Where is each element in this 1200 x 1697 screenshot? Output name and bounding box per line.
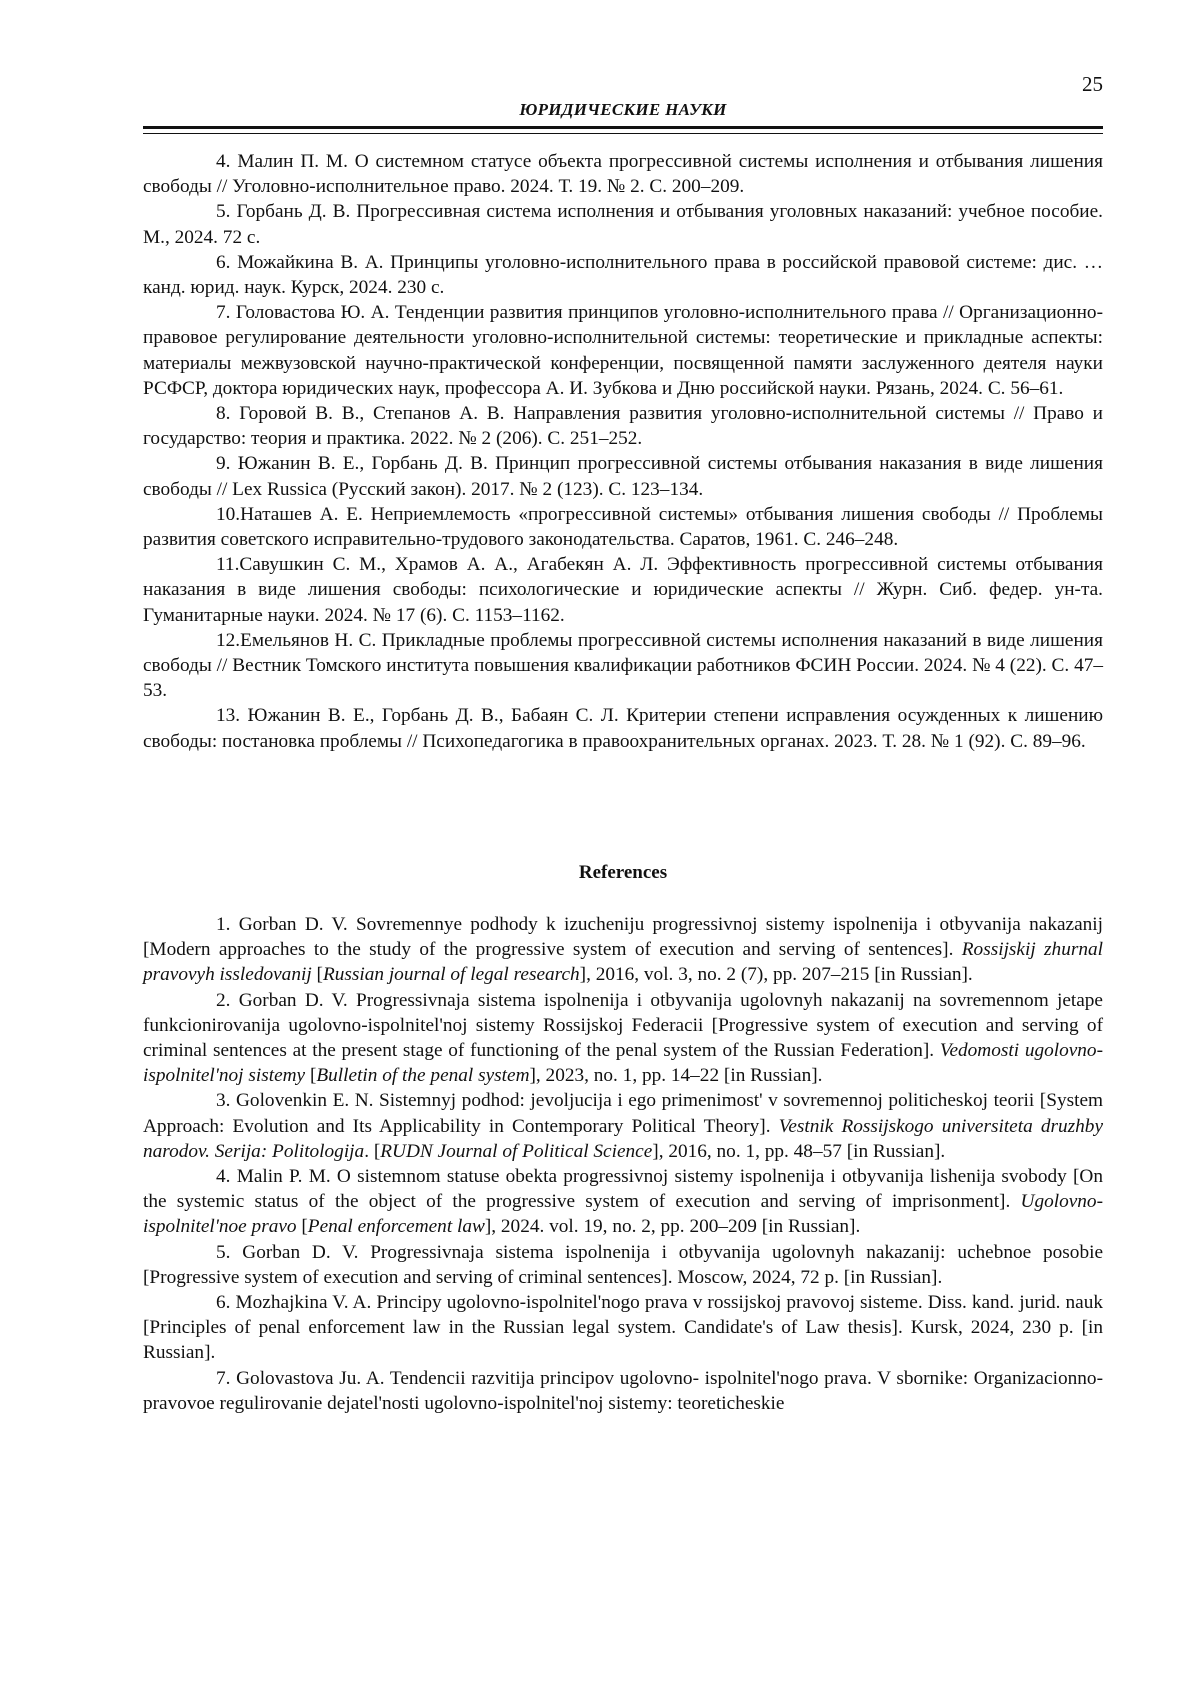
reference-item: 13. Южанин В. Е., Горбань Д. В., Бабаян С. Л. Критерии степени исправления осужденных к лишению свободы: постановка проблемы // Психопедагогика в правоохранительных органах. 2023. Т. 28. № 1 (92). С. 89–96. (143, 703, 1103, 753)
reference-item: 11.Савушкин С. М., Храмов А. А., Агабекян А. Л. Эффективность прогрессивной системы отбывания наказания в виде лишения свободы: психологические и юридические аспекты // Журн. Сиб. федер. ун-та. Гуманитарные науки. 2024. № 17 (6). С. 1153–1162. (143, 552, 1103, 628)
reference-item: 9. Южанин В. Е., Горбань Д. В. Принцип прогрессивной системы отбывания наказания в виде лишения свободы // Lex Russica (Русский закон). 2017. № 2 (123). С. 123–134. (143, 451, 1103, 501)
reference-item: 3. Golovenkin E. N. Sistemnyj podhod: jevoljucija i ego primenimost' v sovremennoj politich­eskoj teorii [System Approach: Evolution and Its Applicability in Contemporary Political Theory]. Vestnik Rossijskogo universiteta druzhby narodov. Serija: Politologija. [RUDN Journal of Political Science], 2016, no. 1, pp. 48–57 [in Russian]. (143, 1088, 1103, 1164)
reference-item: 7. Головастова Ю. А. Тенденции развития принципов уголовно-исполнительного права // Организационно-правовое регулирование деятельности уголовно-исполнительной системы: теоре­тические и прикладные аспекты: материалы межвузовской научно-практической конференции, посвященной памяти заслуженного деятеля науки РСФСР, доктора юридических наук, профессора А. И. Зубкова и Дню российской науки. Рязань, 2024. С. 56–61. (143, 300, 1103, 401)
reference-item: 5. Горбань Д. В. Прогрессивная система исполнения и отбывания уголовных наказаний: учебное пособие. М., 2024. 72 с. (143, 199, 1103, 249)
references-heading: References (143, 862, 1103, 884)
header-rule-thin (143, 133, 1103, 134)
page-number: 25 (1063, 72, 1103, 97)
journal-section-header: ЮРИДИЧЕСКИЕ НАУКИ (143, 100, 1103, 120)
reference-item: 6. Можайкина В. А. Принципы уголовно-исполнительного права в российской правовой системе: дис. … канд. юрид. наук. Курск, 2024. 230 с. (143, 250, 1103, 300)
reference-item: 5. Gorban D. V. Progressivnaja sistema ispolnenija i otbyvanija ugolovnyh nakazanij: uchebnoe posobie [Progressive system of execution and serving of criminal sentences]. Moscow, 2024, 72 p. [in Russian]. (143, 1240, 1103, 1290)
reference-item: 12.Емельянов Н. С. Прикладные проблемы прогрессивной системы исполнения наказаний в виде лишения свободы // Вестник Томского института повышения квалификации работников ФСИН России. 2024. № 4 (22). С. 47–53. (143, 628, 1103, 704)
reference-item: 10.Наташев А. Е. Неприемлемость «прогрессивной системы» отбывания лишения свободы // Проблемы развития советского исправительно-трудового законодательства. Саратов, 1961. С. 246–248. (143, 502, 1103, 552)
reference-item: 2. Gorban D. V. Progressivnaja sistema ispolnenija i otbyvanija ugolovnyh nakazanij na sov­remennom jetape funkcionirovanija ugolovno-ispolnitel'noj sistemy Rossijskoj Federacii [Progressive system of execution and serving of criminal sentences at the present stage of functioning of the penal sys­tem of the Russian Federation]. Vedomosti ugolovno-ispolnitel'noj sistemy [Bulletin of the penal system], 2023, no. 1, pp. 14–22 [in Russian]. (143, 988, 1103, 1089)
reference-item: 8. Горовой В. В., Степанов А. В. Направления развития уголовно-исполнительной системы // Право и государство: теория и практика. 2022. № 2 (206). С. 251–252. (143, 401, 1103, 451)
references-list-english (143, 912, 1103, 1416)
reference-item: 7. Golovastova Ju. A. Tendencii razvitija principov ugolovno- ispolnitel'nogo prava. V sbornike: Organizacionno-pravovoe regulirovanie dejatel'nosti ugolovno-ispolnitel'noj sistemy: teoreticheskie (143, 1366, 1103, 1416)
reference-item: 4. Malin P. M. O sistemnom statuse obekta progressivnoj sistemy ispolnenija i otbyvanija lishen­ija svobody [On the systemic status of the object of the progressive system of execution and serving of imprisonment]. Ugolovno-ispolnitel'noe pravo [Penal enforcement law], 2024. vol. 19, no. 2, pp. 200–209 [in Russian]. (143, 1164, 1103, 1240)
header-rule-thick (143, 126, 1103, 129)
references-list-russian (143, 149, 1103, 754)
reference-item: 6. Mozhajkina V. A. Principy ugolovno-ispolnitel'nogo prava v rossijskoj pravovoj sisteme. Diss. kand. jurid. nauk [Principles of penal enforcement law in the Russian legal system. Candidate's of Law thesis]. Kursk, 2024, 230 p. [in Russian]. (143, 1290, 1103, 1366)
reference-item: 1. Gorban D. V. Sovremennye podhody k izucheniju progressivnoj sistemy ispolnenija i ot­byvanija nakazanij [Modern approaches to the study of the progressive system of execution and serving of sentences]. Rossijskij zhurnal pravovyh issledovanij [Russian journal of legal research], 2016, vol. 3, no. 2 (7), pp. 207–215 [in Russian]. (143, 912, 1103, 988)
reference-item: 4. Малин П. М. О системном статусе объекта прогрессивной системы исполнения и отбы­вания лишения свободы // Уголовно-исполнительное право. 2024. Т. 19. № 2. С. 200–209. (143, 149, 1103, 199)
